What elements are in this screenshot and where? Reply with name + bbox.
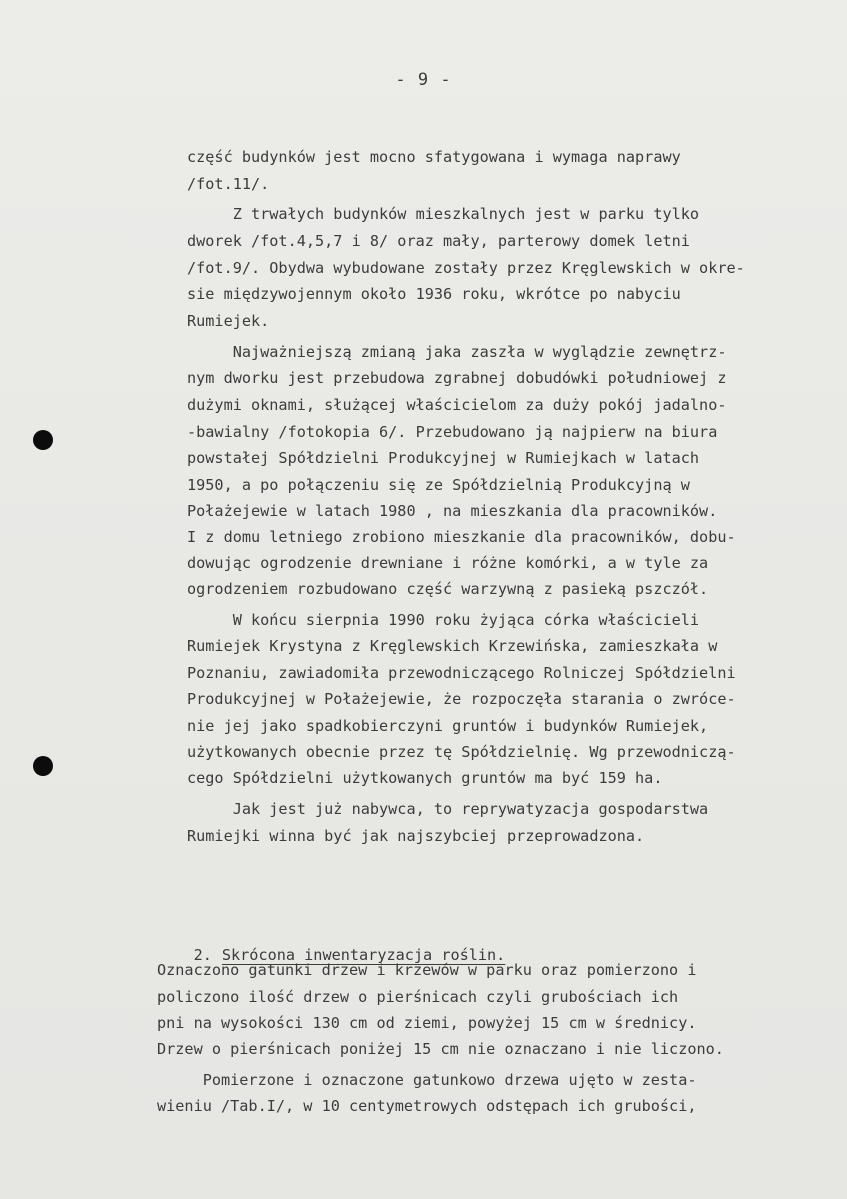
text-line: dowując ogrodzenie drewniane i różne komórki, a w tyle za: [187, 554, 709, 572]
text-line: ogrodzeniem rozbudowano część warzywną z pasieką pszczół.: [187, 580, 709, 598]
text-line: Poznaniu, zawiadomiła przewodniczącego Rolniczej Spółdzielni: [187, 664, 736, 682]
text-line: Najważniejszą zmianą jaka zaszła w wyglądzie zewnętrz-: [187, 343, 727, 361]
text-line: Oznaczono gatunki drzew i krzewów w parku oraz pomierzono i: [157, 961, 697, 979]
page-number: - 9 -: [395, 70, 452, 90]
text-line: Połażejewie w latach 1980 , na mieszkania dla pracowników.: [187, 502, 718, 520]
text-line: powstałej Spółdzielni Produkcyjnej w Rumiejkach w latach: [187, 449, 700, 467]
text-line: nie jej jako spadkobierczyni gruntów i budynków Rumiejek,: [187, 717, 709, 735]
section-title: Skrócona inwentaryzacja roślin.: [221, 946, 506, 964]
text-line: część budynków jest mocno sfatygowana i wymaga naprawy: [187, 148, 681, 166]
text-line: I z domu letniego zrobiono mieszkanie dla pracowników, dobu-: [187, 528, 736, 546]
text-line: 1950, a po połączeniu się ze Spółdzielnią Produkcyjną w: [187, 476, 690, 494]
text-line: dużymi oknami, służącej właścicielom za duży pokój jadalno-: [187, 396, 727, 414]
text-line: /fot.11/.: [187, 175, 270, 193]
text-line: cego Spółdzielni użytkowanych gruntów ma być 159 ha.: [187, 769, 663, 787]
text-line: nym dworku jest przebudowa zgrabnej dobudówki południowej z: [187, 369, 727, 387]
text-line: Z trwałych budynków mieszkalnych jest w parku tylko: [187, 205, 700, 223]
punch-hole: [33, 430, 53, 450]
text-line: W końcu sierpnia 1990 roku żyjąca córka właścicieli: [187, 611, 700, 629]
text-line: Drzew o pierśnicach poniżej 15 cm nie oznaczano i nie liczono.: [157, 1040, 724, 1058]
text-line: Produkcyjnej w Połażejewie, że rozpoczęła starania o zwróce-: [187, 690, 736, 708]
text-line: pni na wysokości 130 cm od ziemi, powyżej 15 cm w średnicy.: [157, 1014, 697, 1032]
text-line: użytkowanych obecnie przez tę Spółdzielnię. Wg przewodniczą-: [187, 743, 736, 761]
text-line: dworek /fot.4,5,7 i 8/ oraz mały, parterowy domek letni: [187, 232, 690, 250]
punch-hole: [33, 756, 53, 776]
text-line: Pomierzone i oznaczone gatunkowo drzewa ujęto w zesta-: [157, 1071, 697, 1089]
text-line: Rumiejek.: [187, 312, 270, 330]
text-line: /fot.9/. Obydwa wybudowane zostały przez Kręglewskich w okre-: [187, 259, 745, 277]
section-number: 2.: [193, 946, 212, 964]
text-line: policzono ilość drzew o pierśnicach czyli grubościach ich: [157, 988, 679, 1006]
text-line: sie międzywojennym około 1936 roku, wkrótce po nabyciu: [187, 285, 681, 303]
text-line: -bawialny /fotokopia 6/. Przebudowano ją najpierw na biura: [187, 423, 718, 441]
text-line: Rumiejki winna być jak najszybciej przeprowadzona.: [187, 827, 645, 845]
text-line: Jak jest już nabywca, to reprywatyzacja gospodarstwa: [187, 800, 709, 818]
text-line: wieniu /Tab.I/, w 10 centymetrowych odstępach ich grubości,: [157, 1097, 697, 1115]
text-line: Rumiejek Krystyna z Kręglewskich Krzewińska, zamieszkała w: [187, 637, 718, 655]
